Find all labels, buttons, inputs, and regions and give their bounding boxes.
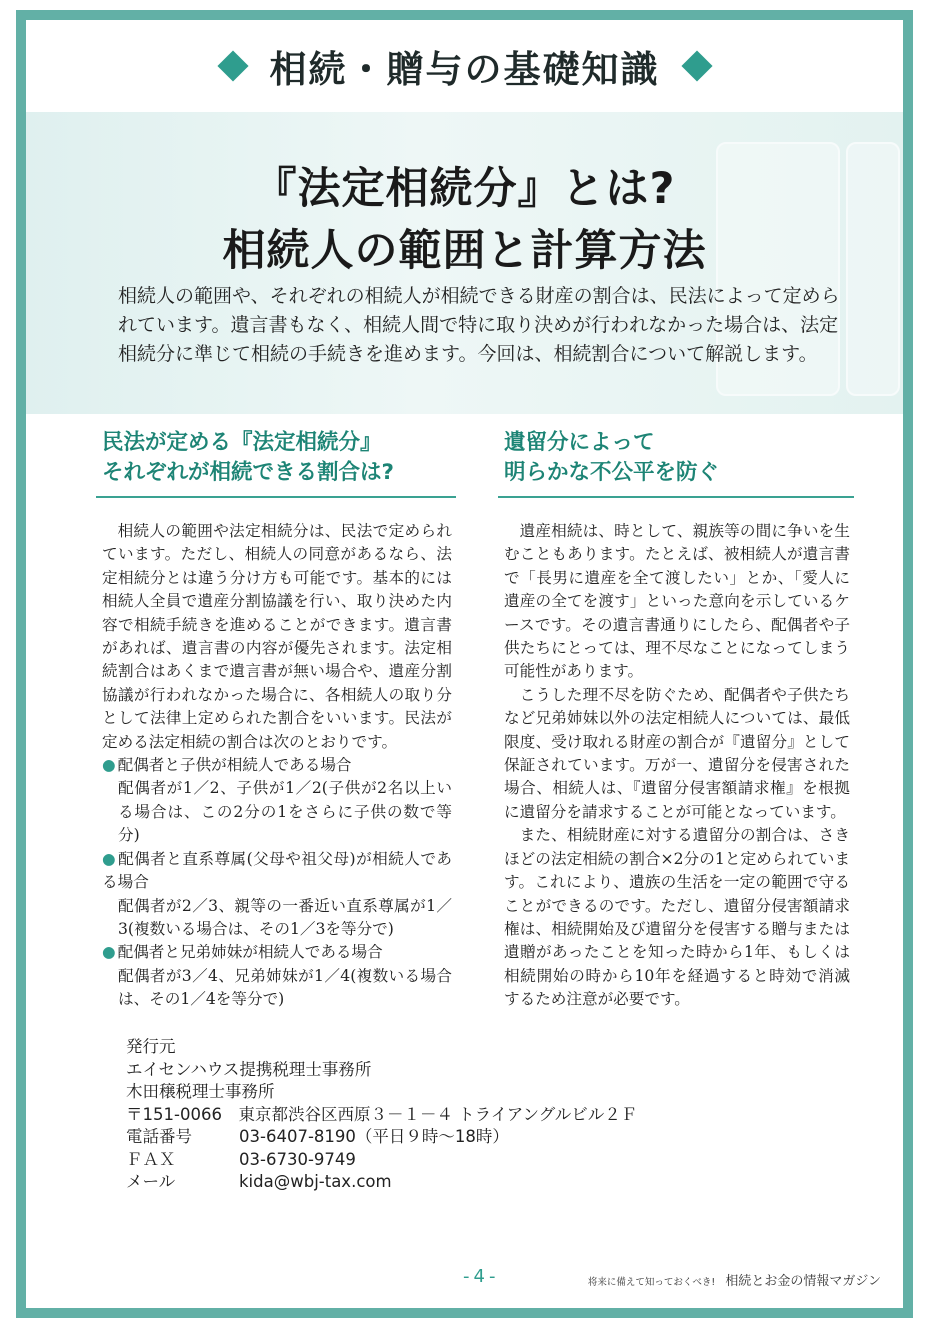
right-paragraph: また、相続財産に対する遺留分の割合は、さきほどの法定相続の割合×2分の1と定められています。これにより、遺族の生活を一定の範囲で守ることができるのです。ただし、遺留分侵害額請求権は、相続開始及び遺留分を侵害する贈与または遺贈があったことを知った時から1年、もしくは相続開始の時から10年を経過すると時効で消滅するため注意が必要です。	[504, 826, 850, 1009]
bullet-label: ● 配偶者と子供が相続人である場合	[102, 754, 452, 777]
mail-label: メール	[126, 1172, 176, 1191]
magazine-name	[588, 1270, 881, 1289]
intro-text: 相続人の範囲や、それぞれの相続人が相続できる財産の割合は、民法によって定められています。遺言書もなく、相続人間で特に取り決めが行われなかった場合は、法定相続分に準じて相続の手続きを進めます。今回は、相続割合について解説します。	[118, 285, 840, 365]
section-header	[26, 20, 903, 112]
fax-row	[126, 1149, 637, 1172]
right-heading-line1: 遺留分によって	[504, 430, 655, 455]
publisher-info	[126, 1036, 637, 1194]
magazine-title: 相続とお金の情報マガジン	[725, 1274, 881, 1289]
left-column-body	[96, 520, 456, 1012]
left-column-heading	[96, 428, 456, 498]
magazine-tagline: 将来に備えて知っておくべき!	[587, 1277, 716, 1288]
main-title-line2: 相続人の範囲と計算方法	[222, 226, 707, 276]
left-paragraph: 相続人の範囲や法定相続分は、民法で定められています。ただし、相続人の同意があるなら、法定相続分とは違う分け方も可能です。基本的には相続人全員で遺産分割協議を行い、取り決めた内容で相続手続きを進めることができます。遺言書があれば、遺言書の内容が優先されます。法定相続割合はあくまで遺言書が無い場合や、遺産分割協議が行われなかった場合に、各相続人の取り分として法律上定められた割合をいいます。民法が定める法定相続の割合は次のとおりです。	[102, 522, 452, 751]
publisher-org1: エイセンハウス提携税理士事務所	[126, 1059, 372, 1079]
right-heading-line2: 明らかな不公平を防ぐ	[504, 460, 720, 485]
page-frame	[16, 10, 913, 1318]
mail-row	[126, 1171, 637, 1194]
phone-row	[126, 1126, 637, 1149]
bullet-desc: 配偶者が3／4、兄弟姉妹が1／4(複数いる場合は、その1／4を等分で)	[118, 966, 452, 1009]
phone-label: 電話番号	[126, 1127, 192, 1146]
bullet-item	[102, 754, 452, 848]
publisher-address: 〒151-0066 東京都渋谷区西原３－１－４ トライアングルビル２Ｆ	[126, 1104, 638, 1124]
main-title-line1: 『法定相続分』とは?	[253, 164, 676, 214]
left-heading-line2: それぞれが相続できる割合は?	[102, 460, 394, 485]
bullet-desc: 配偶者が2／3、親等の一番近い直系尊属が1／3(複数いる場合は、その1／3を等分で)	[118, 896, 452, 938]
main-title	[26, 158, 903, 282]
right-paragraph: こうした理不尽を防ぐため、配偶者や子供たちなど兄弟姉妹以外の法定相続人については、最低限度、受け取れる財産の割合が『遺留分』として保証されています。万が一、遺留分を侵害された場合、相続人は、『遺留分侵害額請求権』を根拠に遺留分を請求することが可能となっています。	[504, 685, 850, 821]
bullet-item	[102, 848, 452, 942]
bullet-desc: 配偶者が1／2、子供が1／2(子供が2名以上いる場合は、この2分の1をさらに子供の数で等分)	[118, 779, 452, 845]
left-heading-line1: 民法が定める『法定相続分』	[102, 430, 382, 455]
fax-value: 03-6730-9749	[239, 1149, 356, 1169]
bullet-item	[102, 941, 452, 1011]
publisher-heading: 発行元	[126, 1037, 176, 1056]
mail-value: kida@wbj-tax.com	[239, 1172, 392, 1191]
right-column-body	[498, 520, 854, 1012]
left-column	[96, 428, 456, 1012]
diamond-right-icon	[681, 50, 712, 81]
publisher-org2: 木田穣税理士事務所	[126, 1082, 275, 1101]
hero-banner	[26, 112, 903, 414]
right-paragraph: 遺産相続は、時として、親族等の間に争いを生むこともあります。たとえば、被相続人が遺言書で「長男に遺産を全て渡したい」とか、「愛人に遺産の全てを渡す」といった意向を示しているケースです。その遺言書通りにしたら、配偶者や子供たちにとっては、理不尽なことになってしまう可能性があります。	[504, 522, 850, 681]
right-column	[498, 428, 854, 1012]
fax-label: ＦＡＸ	[126, 1149, 176, 1169]
bullet-label: ● 配偶者と直系尊属(父母や祖父母)が相続人である場合	[102, 848, 452, 895]
section-title: 相続・贈与の基礎知識	[269, 48, 660, 91]
phone-value: 03-6407-8190（平日９時～18時）	[239, 1127, 509, 1146]
right-column-heading	[498, 428, 854, 498]
page-footer	[26, 1258, 903, 1308]
diamond-left-icon	[217, 50, 248, 81]
page-number: -4-	[463, 1266, 500, 1287]
bullet-label: ● 配偶者と兄弟姉妹が相続人である場合	[102, 941, 452, 964]
